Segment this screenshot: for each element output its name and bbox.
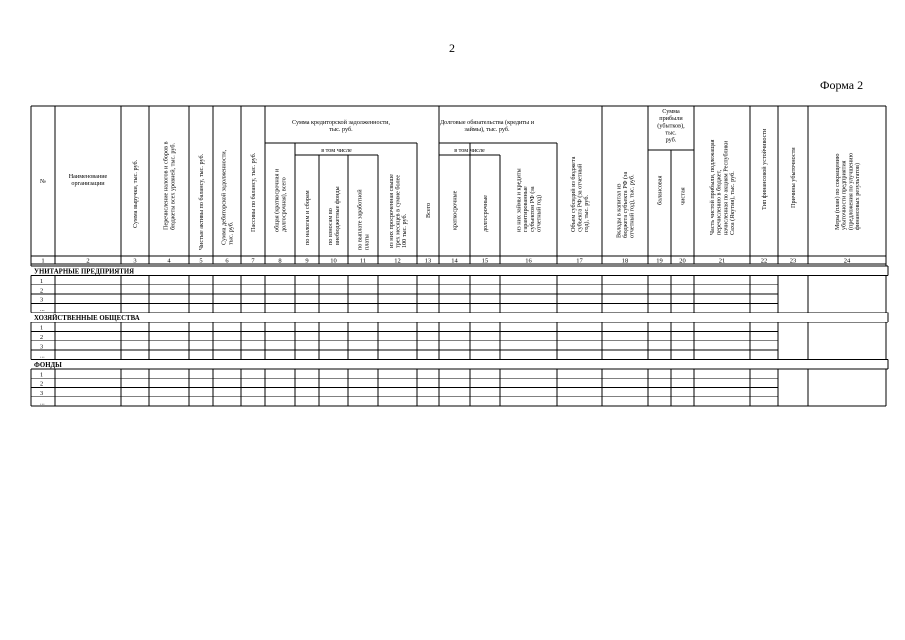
creditor-group-header: тыс. руб. (329, 126, 353, 134)
section-title: ФОНДЫ (34, 361, 62, 369)
col-loss-reasons-header: Причины убыточности (790, 147, 797, 208)
col-contributions-header: отчетный год), тыс. руб. (628, 174, 636, 238)
col-debt-guaranteed-header: из них займы и кредиты (515, 168, 523, 232)
col-measures-header: убыточности предприятия (840, 160, 848, 230)
col-number-4: 4 (167, 257, 171, 265)
col-profit-share-header: начисленная по акциям Республики (722, 140, 730, 235)
profit-group-header: Сумма (662, 108, 680, 115)
col-creditor-offbudget-header: внебюджетные фонды (333, 186, 341, 245)
row-number: ... (40, 399, 45, 407)
col-taxes-header: бюджеты всех уровней, тыс. руб. (169, 142, 177, 230)
col-number-22: 22 (760, 257, 768, 265)
col-number-24: 24 (843, 257, 851, 265)
col-stability-header: Тип финансовой устойчивости (761, 128, 768, 210)
col-number-13: 13 (424, 257, 432, 265)
creditor-including-header: в том числе (321, 147, 352, 154)
col-subsidies-header: Объем субсидий из бюджета (569, 156, 577, 232)
col-number-12: 12 (394, 257, 401, 265)
col-subsidies-header: субъекта РФ (за отчетный (576, 163, 584, 232)
col-number-19: 19 (656, 257, 663, 265)
row-number: 1 (40, 371, 44, 379)
col-net-assets-header: Чистые активы по балансу, тыс. руб. (198, 153, 205, 250)
row-number: 2 (40, 334, 44, 341)
col-number-15: 15 (481, 257, 489, 265)
form-label: Форма 2 (820, 78, 864, 92)
page-number: 2 (449, 41, 455, 55)
col-contributions-header: бюджета субъекта РФ (за (622, 171, 629, 238)
col-debt-short-header: краткосрочные (451, 190, 459, 230)
debt-group-header: займы), тыс. руб. (464, 126, 510, 134)
debt-group-header: Долговые обязательства (кредиты и (439, 119, 535, 126)
col-receivables-header: тыс. руб. (227, 221, 235, 245)
col-number-9: 9 (305, 257, 309, 265)
creditor-group-header: Сумма кредиторской задолженности, (291, 119, 391, 126)
col-subsidies-header: год), тыс. руб. (583, 194, 591, 232)
col-debt-long-header: долгосрочные (482, 195, 489, 232)
profit-group-header: тыс. (665, 129, 677, 137)
col-measures-header: (предложения по улучшению (847, 152, 855, 230)
col-number-7: 7 (251, 257, 255, 265)
col-creditor-offbudget-header: по взносам во (327, 208, 335, 245)
row-number: 3 (40, 296, 44, 304)
col-creditor-taxes-header: по налогам и сборам (304, 190, 311, 245)
col-liabilities-header: Пассивы по балансу, тыс. руб. (250, 152, 257, 232)
col-name-header: Наименование (68, 173, 108, 180)
col-number-5: 5 (199, 257, 203, 265)
col-measures-header: Меры (план) по сокращению (834, 153, 842, 230)
col-creditor-total-header: общая (краткосрочная и (273, 168, 281, 232)
row-number: 2 (40, 380, 44, 388)
col-taxes-header: Перечисление налогов и сборов в (162, 141, 170, 230)
col-receivables-header: Сумма дебиторской задолженности, (220, 149, 228, 245)
col-creditor-total-header: долгосрочная), всего (280, 177, 288, 232)
col-profit-share-header: Саха (Якутия), тыс. руб. (728, 171, 736, 235)
col-profit-share-header: Часть чистой прибыли, подлежащая (709, 139, 717, 235)
col-number-10: 10 (330, 257, 337, 265)
col-debt-total-header: Всего (425, 202, 432, 218)
col-profit-share-header: перечислению в бюджет, (715, 169, 723, 235)
col-creditor-overdue-header: из них просроченная свыше (387, 174, 395, 248)
col-num-header: № (40, 178, 46, 185)
col-number-23: 23 (789, 257, 797, 265)
section-title: ХОЗЯЙСТВЕННЫЕ ОБЩЕСТВА (34, 315, 140, 323)
col-number-1: 1 (41, 257, 45, 265)
row-number: 1 (40, 324, 44, 332)
row-number: 1 (40, 278, 44, 285)
section-title: УНИТАРНЫЕ ПРЕДПРИЯТИЯ (34, 268, 135, 276)
col-revenue-header: Сумма выручки, тыс. руб. (132, 159, 139, 228)
col-creditor-overdue-header: трех месяцев в сумме более (394, 174, 402, 248)
col-creditor-wages-header: по выплате заработной (356, 189, 364, 250)
col-number-21: 21 (718, 257, 726, 265)
col-creditor-overdue-header: 100 тыс. руб. (401, 213, 409, 248)
col-number-14: 14 (451, 257, 458, 265)
col-profit-net-header: чистая (679, 187, 687, 205)
col-number-2: 2 (86, 257, 90, 265)
profit-group-header: прибыли (659, 115, 683, 123)
profit-group-header: руб. (665, 136, 677, 144)
row-number: ... (40, 352, 45, 360)
row-number: 3 (40, 343, 44, 351)
col-profit-balance-header: балансовая (656, 175, 664, 205)
col-contributions-header: Вклады в капитал из (615, 183, 623, 238)
col-debt-guaranteed-header: субъектом РФ (за (528, 186, 536, 232)
debt-including-header: в том числе (454, 147, 485, 154)
col-number-6: 6 (225, 257, 229, 265)
row-number: ... (40, 305, 45, 313)
col-name-header: организации (71, 180, 105, 188)
col-number-18: 18 (621, 257, 629, 265)
col-number-17: 17 (576, 257, 583, 265)
col-debt-guaranteed-header: гарантированные (522, 186, 530, 232)
row-number: 2 (40, 287, 44, 295)
col-number-11: 11 (359, 257, 367, 265)
profit-group-header: (убытков), (657, 122, 685, 130)
col-number-8: 8 (278, 257, 282, 265)
col-debt-guaranteed-header: отчетный год) (535, 194, 543, 232)
col-number-3: 3 (133, 257, 137, 265)
col-creditor-wages-header: платы (363, 234, 371, 250)
col-number-16: 16 (525, 257, 532, 265)
col-number-20: 20 (679, 257, 686, 265)
col-measures-header: финансовых результатов) (853, 162, 861, 230)
row-number: 3 (40, 390, 44, 397)
